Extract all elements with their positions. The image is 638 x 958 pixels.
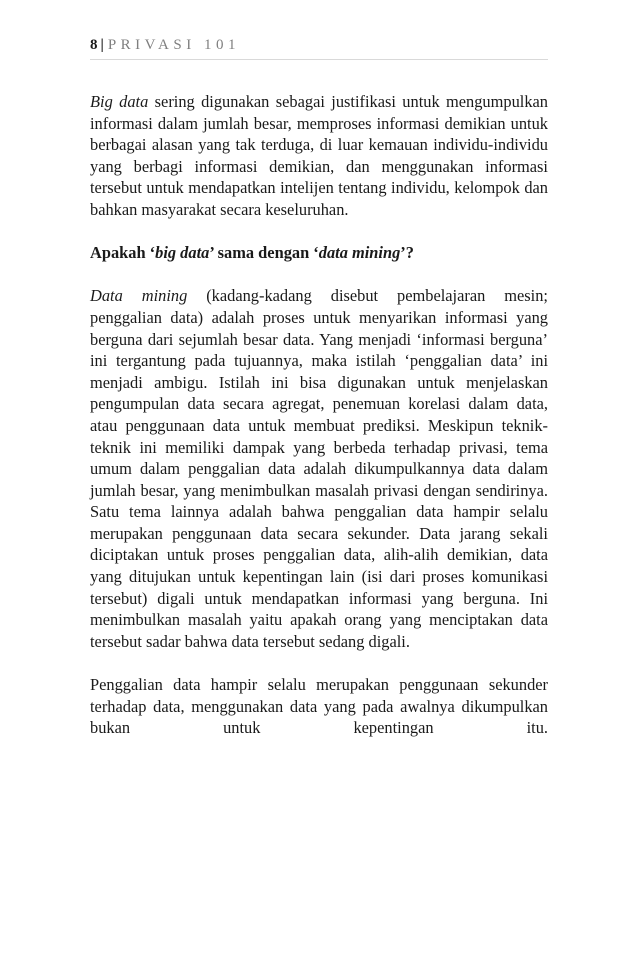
paragraph-1-text: sering digunakan sebagai justifikasi untuk mengumpulkan informasi dalam jumlah besar, memproses informasi demikian untuk berbagai alasan yang tak terduga, di luar kemauan individu-individu yang berbagi informasi demikian, dan menggunakan informasi tersebut untuk mendapatkan intelijen tentang individu, kelompok dan bahkan masyarakat secara keseluruhan.	[90, 92, 548, 219]
paragraph-big-data	[90, 91, 548, 221]
heading-text-part: ’ sama dengan ‘	[209, 243, 319, 263]
heading-text-part: Apakah ‘	[90, 243, 156, 263]
heading-text-part: ’?	[400, 243, 414, 263]
term-data-mining: Data mining	[90, 286, 188, 306]
heading-term-big-data: big data	[155, 243, 210, 263]
running-header	[90, 35, 548, 60]
section-heading	[90, 242, 548, 264]
page-number: 8	[90, 37, 98, 53]
heading-term-data-mining: data mining	[318, 243, 401, 263]
paragraph-2-text: (kadang-kadang disebut pembelajaran mesin; penggalian data) adalah proses untuk menyarikan informasi yang berguna dari sejumlah besar data. Yang menjadi ‘informasi berguna’ ini tergantung pada tujuannya, maka istilah ‘penggalian data’ ini menjadi ambigu. Istilah ini bisa digunakan untuk menjelaskan pengumpulan data secara agregat, penemuan korelasi dalam data, atau penggunaan data untuk membuat prediksi. Meskipun teknik-teknik ini memiliki dampak yang berbeda terhadap privasi, tema umum dalam penggalian data adalah dikumpulkannya data dalam jumlah besar, yang menimbulkan masalah privasi dengan sendirinya. Satu tema lainnya adalah bahwa penggalian data hampir selalu merupakan penggunaan data secara sekunder. Data jarang sekali diciptakan untuk proses penggalian data, alih-alih demikian, data yang ditujukan untuk kepentingan lain (isi dari proses komunikasi tersebut) digali untuk mendapatkan informasi yang berguna. Ini menimbulkan masalah yaitu apakah orang yang menciptakan data tersebut sadar bahwa data tersebut sedang digali.	[90, 286, 548, 651]
paragraph-data-mining	[90, 285, 548, 652]
body-text	[90, 91, 548, 760]
term-big-data: Big data	[90, 92, 149, 111]
running-title: PRIVASI 101	[107, 37, 240, 53]
header-separator: |	[100, 37, 104, 53]
paragraph-secondary-use: Penggalian data hampir selalu merupakan penggunaan sekunder terhadap data, menggunakan data yang pada awalnya dikumpulkan bukan untuk kepentingan itu.	[90, 675, 548, 738]
